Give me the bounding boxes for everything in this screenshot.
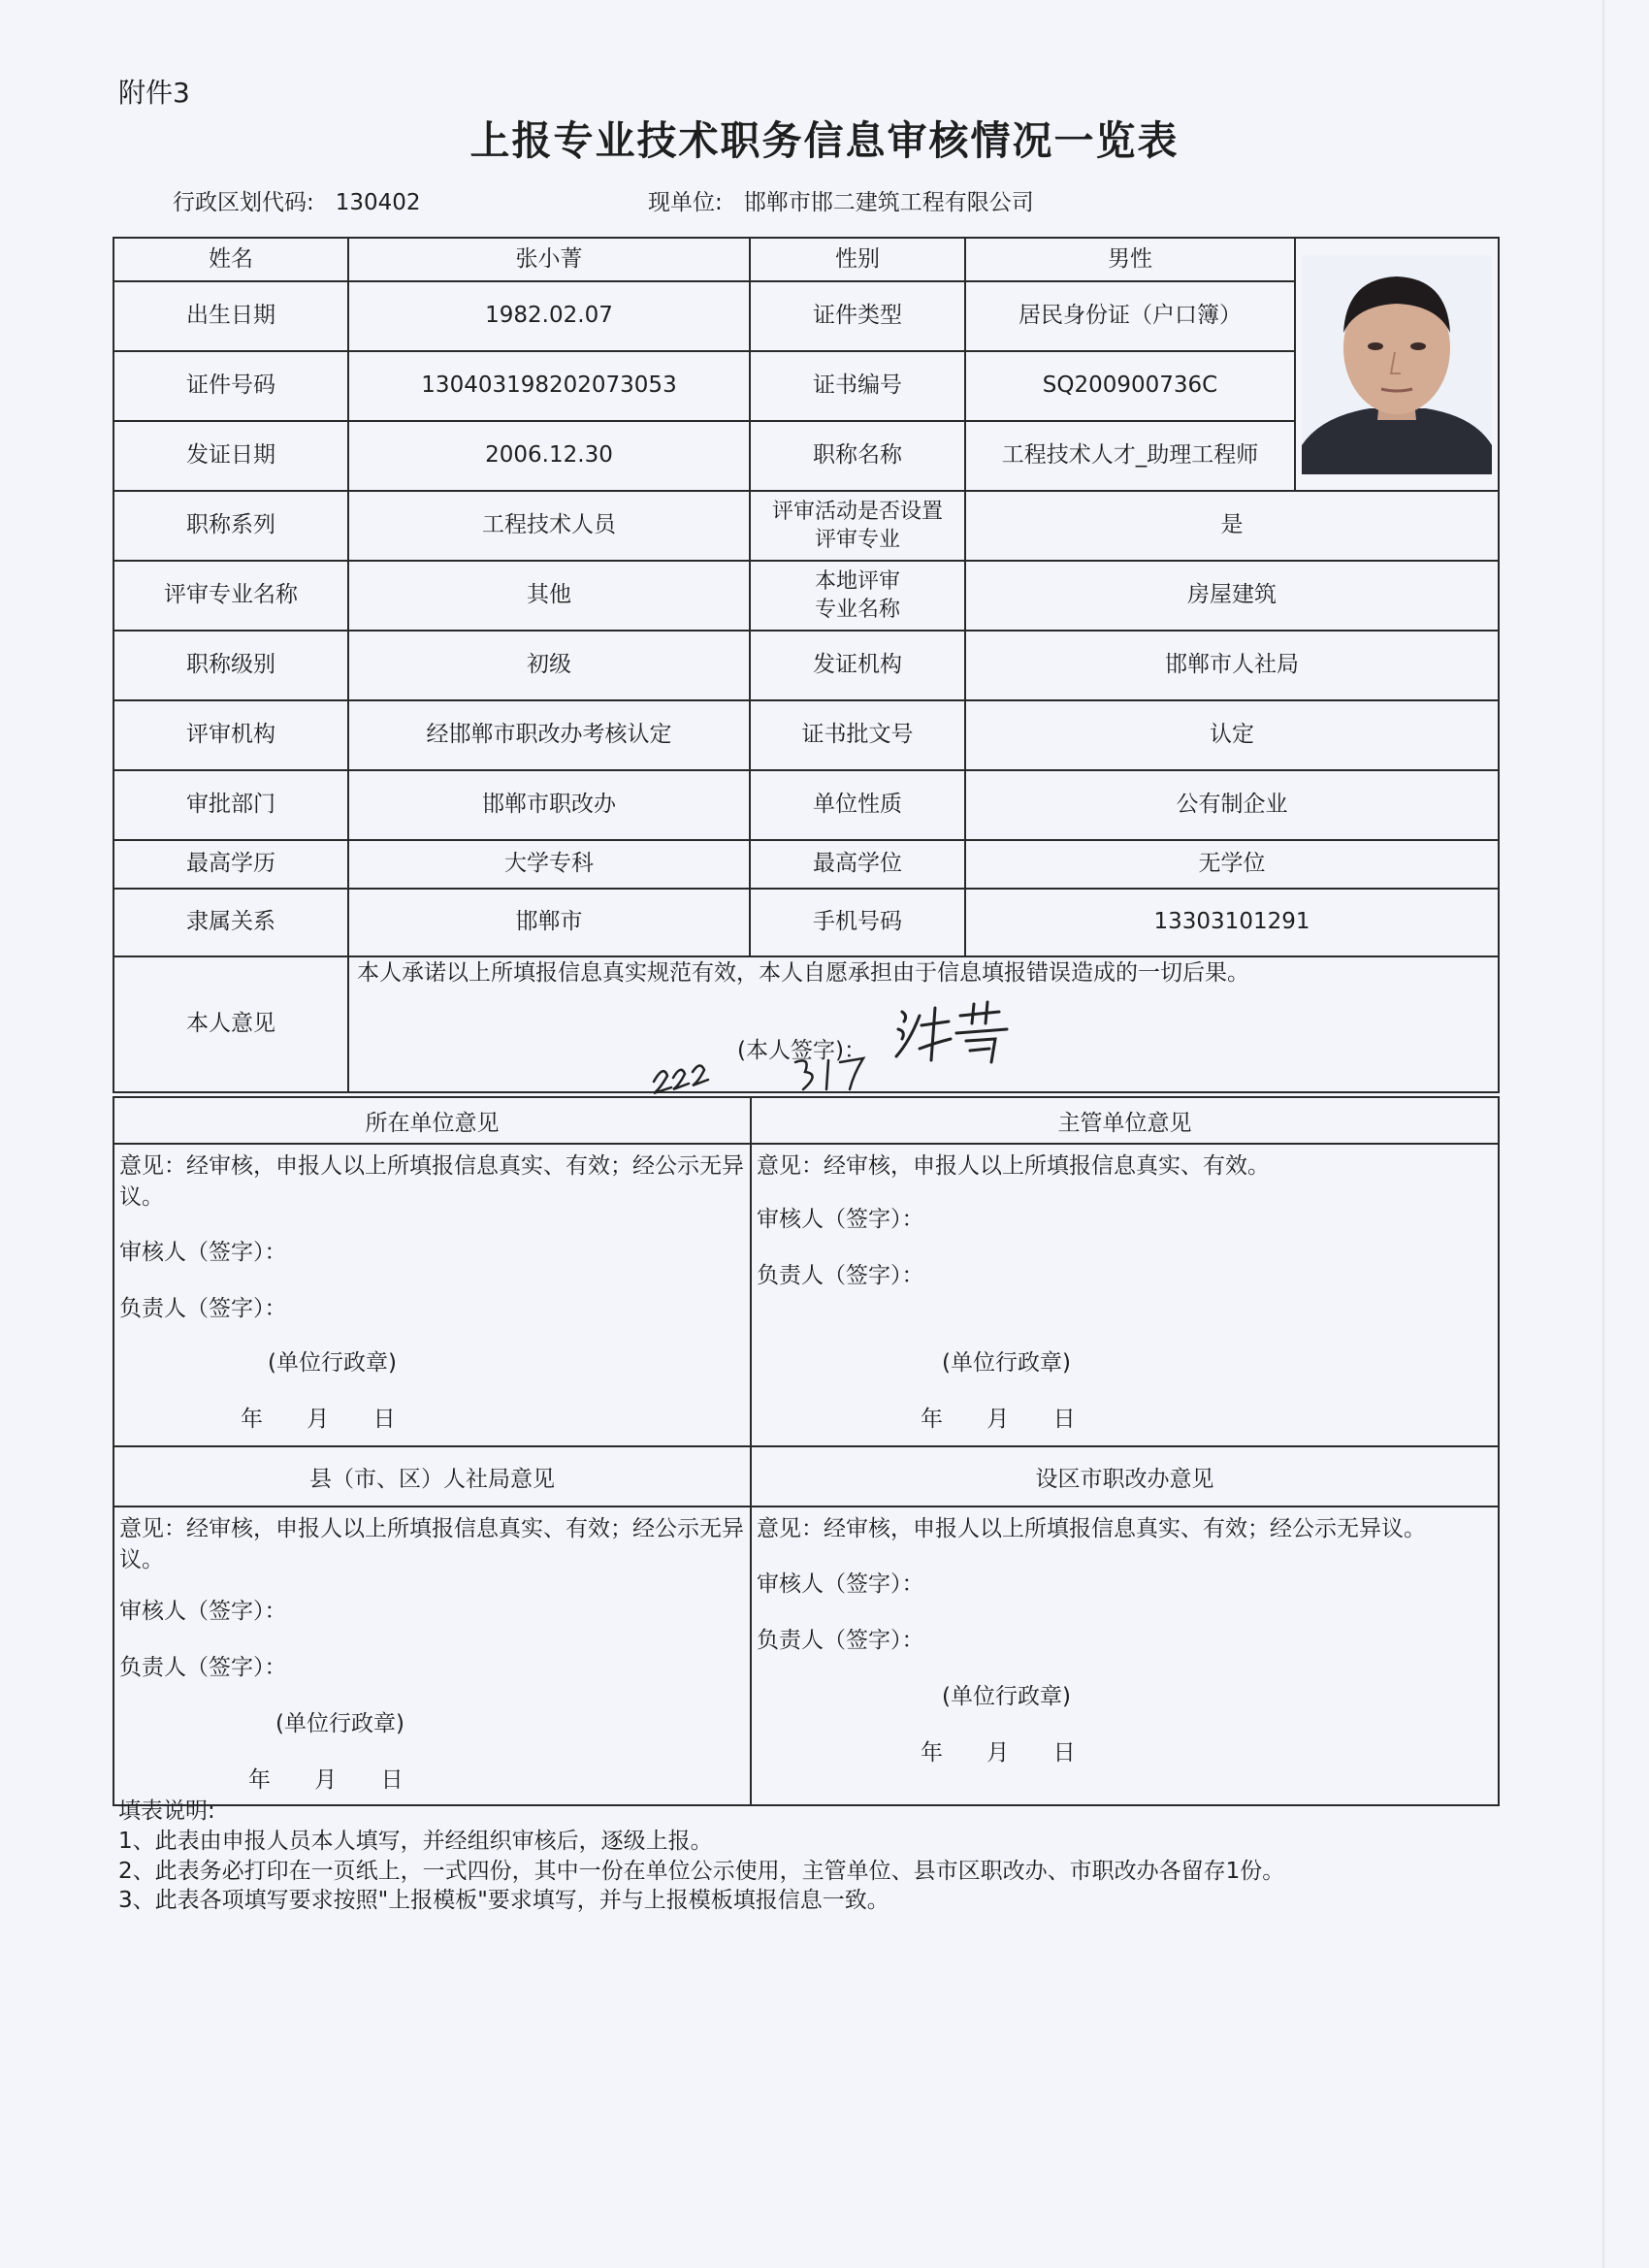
title-name-value: 工程技术人才_助理工程师 bbox=[965, 421, 1295, 491]
supervisor-opinion-cell bbox=[751, 1144, 1499, 1446]
approval-doc-value: 认定 bbox=[965, 700, 1499, 770]
affiliation-label: 隶属关系 bbox=[113, 889, 348, 956]
unit-seal-label: (单位行政章) bbox=[268, 1350, 397, 1376]
supervisor-opinion-head: 主管单位意见 bbox=[751, 1097, 1499, 1144]
review-major-set-label-2: 评审专业 bbox=[814, 528, 900, 552]
info-table bbox=[113, 237, 1500, 1093]
county-seal-label: (单位行政章) bbox=[275, 1711, 404, 1736]
table-row bbox=[113, 956, 1499, 1092]
unit-opinion-head: 所在单位意见 bbox=[113, 1097, 751, 1144]
table-row bbox=[113, 1507, 1499, 1805]
city-leader-sign: 负责人（签字）： bbox=[757, 1628, 924, 1653]
attachment-label: 附件3 bbox=[118, 77, 190, 109]
supervisor-seal-label: (单位行政章) bbox=[942, 1350, 1071, 1376]
issuing-org-label: 发证机构 bbox=[750, 631, 965, 700]
approval-doc-label: 证书批文号 bbox=[750, 700, 965, 770]
city-opinion-head: 设区市职改办意见 bbox=[751, 1446, 1499, 1507]
table-row bbox=[113, 770, 1499, 840]
table-row bbox=[113, 238, 1499, 281]
pledge-text: 本人承诺以上所填报信息真实规范有效，本人自愿承担由于信息填报错误造成的一切后果。 bbox=[357, 960, 1249, 986]
table-row bbox=[113, 351, 1499, 421]
cert-number-label: 证书编号 bbox=[750, 351, 965, 421]
handwritten-signature-icon bbox=[892, 996, 1038, 1068]
personal-opinion-cell bbox=[348, 956, 1499, 1092]
note-item: 1、此表由申报人员本人填写，并经组织审核后，逐级上报。 bbox=[118, 1828, 713, 1854]
notes-heading: 填表说明: bbox=[118, 1798, 215, 1824]
title-level-value: 初级 bbox=[348, 631, 750, 700]
scan-edge bbox=[1602, 0, 1604, 2268]
review-major-set-value: 是 bbox=[965, 491, 1499, 561]
current-unit-line bbox=[648, 184, 1034, 216]
city-date-line: 年 月 日 bbox=[921, 1740, 1076, 1766]
id-photo bbox=[1295, 238, 1499, 491]
table-row bbox=[113, 889, 1499, 956]
table-row bbox=[113, 631, 1499, 700]
issue-date-value: 2006.12.30 bbox=[348, 421, 750, 491]
degree-value: 无学位 bbox=[965, 840, 1499, 889]
education-value: 大学专科 bbox=[348, 840, 750, 889]
unit-opinion-cell bbox=[113, 1144, 751, 1446]
city-opinion-text: 意见：经审核，申报人以上所填报信息真实、有效；经公示无异议。 bbox=[757, 1516, 1426, 1541]
supervisor-reviewer-sign: 审核人（签字）： bbox=[757, 1207, 924, 1232]
person-photo-icon bbox=[1302, 255, 1492, 474]
affiliation-value: 邯郸市 bbox=[348, 889, 750, 956]
table-row bbox=[113, 1446, 1499, 1507]
title-series-value: 工程技术人员 bbox=[348, 491, 750, 561]
local-major-label-2: 专业名称 bbox=[814, 598, 900, 622]
name-label: 姓名 bbox=[113, 238, 348, 281]
unit-nature-label: 单位性质 bbox=[750, 770, 965, 840]
county-reviewer-sign: 审核人（签字）： bbox=[119, 1599, 287, 1624]
table-row bbox=[113, 491, 1499, 561]
supervisor-date-line: 年 月 日 bbox=[921, 1407, 1076, 1432]
personal-opinion-label: 本人意见 bbox=[113, 956, 348, 1092]
current-unit-value: 邯郸市邯二建筑工程有限公司 bbox=[743, 190, 1034, 215]
local-major-value: 房屋建筑 bbox=[965, 561, 1499, 631]
review-major-set-label-1: 评审活动是否设置 bbox=[771, 499, 943, 524]
table-row bbox=[113, 1144, 1499, 1446]
table-row bbox=[113, 561, 1499, 631]
current-unit-label: 现单位: bbox=[648, 190, 723, 215]
table-row bbox=[113, 700, 1499, 770]
note-item: 2、此表务必打印在一页纸上，一式四份，其中一份在单位公示使用，主管单位、县市区职改办、市职改办各留存1份。 bbox=[118, 1858, 1285, 1884]
approval-dept-value: 邯郸市职改办 bbox=[348, 770, 750, 840]
note-item: 3、此表各项填写要求按照"上报模板"要求填写，并与上报模板填报信息一致。 bbox=[118, 1888, 889, 1914]
review-major-set-label bbox=[750, 491, 965, 561]
issue-date-label: 发证日期 bbox=[113, 421, 348, 491]
id-number-label: 证件号码 bbox=[113, 351, 348, 421]
table-row bbox=[113, 421, 1499, 491]
county-leader-sign: 负责人（签字）： bbox=[119, 1655, 287, 1680]
title-level-label: 职称级别 bbox=[113, 631, 348, 700]
supervisor-opinion-text: 意见：经审核，申报人以上所填报信息真实、有效。 bbox=[757, 1153, 1270, 1179]
page-title: 上报专业技术职务信息审核情况一览表 bbox=[469, 117, 1180, 164]
cert-number-value: SQ200900736C bbox=[965, 351, 1295, 421]
gender-label: 性别 bbox=[750, 238, 965, 281]
review-major-name-value: 其他 bbox=[348, 561, 750, 631]
phone-label: 手机号码 bbox=[750, 889, 965, 956]
table-row bbox=[113, 281, 1499, 351]
unit-nature-value: 公有制企业 bbox=[965, 770, 1499, 840]
id-type-label: 证件类型 bbox=[750, 281, 965, 351]
county-opinion-text: 意见：经审核，申报人以上所填报信息真实、有效；经公示无异议。 bbox=[119, 1516, 744, 1573]
review-major-name-label: 评审专业名称 bbox=[113, 561, 348, 631]
degree-label: 最高学位 bbox=[750, 840, 965, 889]
region-code-line bbox=[173, 184, 421, 216]
table-row bbox=[113, 840, 1499, 889]
county-opinion-head: 县（市、区）人社局意见 bbox=[113, 1446, 751, 1507]
form-notes bbox=[118, 1797, 1284, 1916]
unit-date-line: 年 月 日 bbox=[241, 1407, 396, 1432]
title-series-label: 职称系列 bbox=[113, 491, 348, 561]
issuing-org-value: 邯郸市人社局 bbox=[965, 631, 1499, 700]
birth-value: 1982.02.07 bbox=[348, 281, 750, 351]
city-reviewer-sign: 审核人（签字）： bbox=[757, 1571, 924, 1597]
opinion-table bbox=[113, 1096, 1500, 1806]
county-opinion-cell bbox=[113, 1507, 751, 1805]
supervisor-leader-sign: 负责人（签字）： bbox=[757, 1263, 924, 1288]
phone-value: 13303101291 bbox=[965, 889, 1499, 956]
region-code-label: 行政区划代码: bbox=[173, 190, 314, 215]
local-major-label bbox=[750, 561, 965, 631]
unit-leader-sign: 负责人（签字）： bbox=[119, 1296, 287, 1321]
review-org-label: 评审机构 bbox=[113, 700, 348, 770]
title-name-label: 职称名称 bbox=[750, 421, 965, 491]
unit-opinion-text: 意见：经审核，申报人以上所填报信息真实、有效；经公示无异议。 bbox=[119, 1153, 744, 1211]
handwritten-date-icon bbox=[650, 1051, 883, 1095]
unit-reviewer-sign: 审核人（签字）： bbox=[119, 1240, 287, 1265]
local-major-label-1: 本地评审 bbox=[814, 568, 900, 594]
id-number-value: 130403198202073053 bbox=[348, 351, 750, 421]
city-seal-label: (单位行政章) bbox=[942, 1684, 1071, 1709]
birth-label: 出生日期 bbox=[113, 281, 348, 351]
education-label: 最高学历 bbox=[113, 840, 348, 889]
id-type-value: 居民身份证（户口簿） bbox=[965, 281, 1295, 351]
name-value: 张小菁 bbox=[348, 238, 750, 281]
approval-dept-label: 审批部门 bbox=[113, 770, 348, 840]
table-row bbox=[113, 1097, 1499, 1144]
region-code-value: 130402 bbox=[335, 190, 421, 215]
city-opinion-cell bbox=[751, 1507, 1499, 1805]
gender-value: 男性 bbox=[965, 238, 1295, 281]
county-date-line: 年 月 日 bbox=[248, 1767, 404, 1793]
review-org-value: 经邯郸市职改办考核认定 bbox=[348, 700, 750, 770]
signature-label: (本人签字)： bbox=[737, 1038, 866, 1063]
